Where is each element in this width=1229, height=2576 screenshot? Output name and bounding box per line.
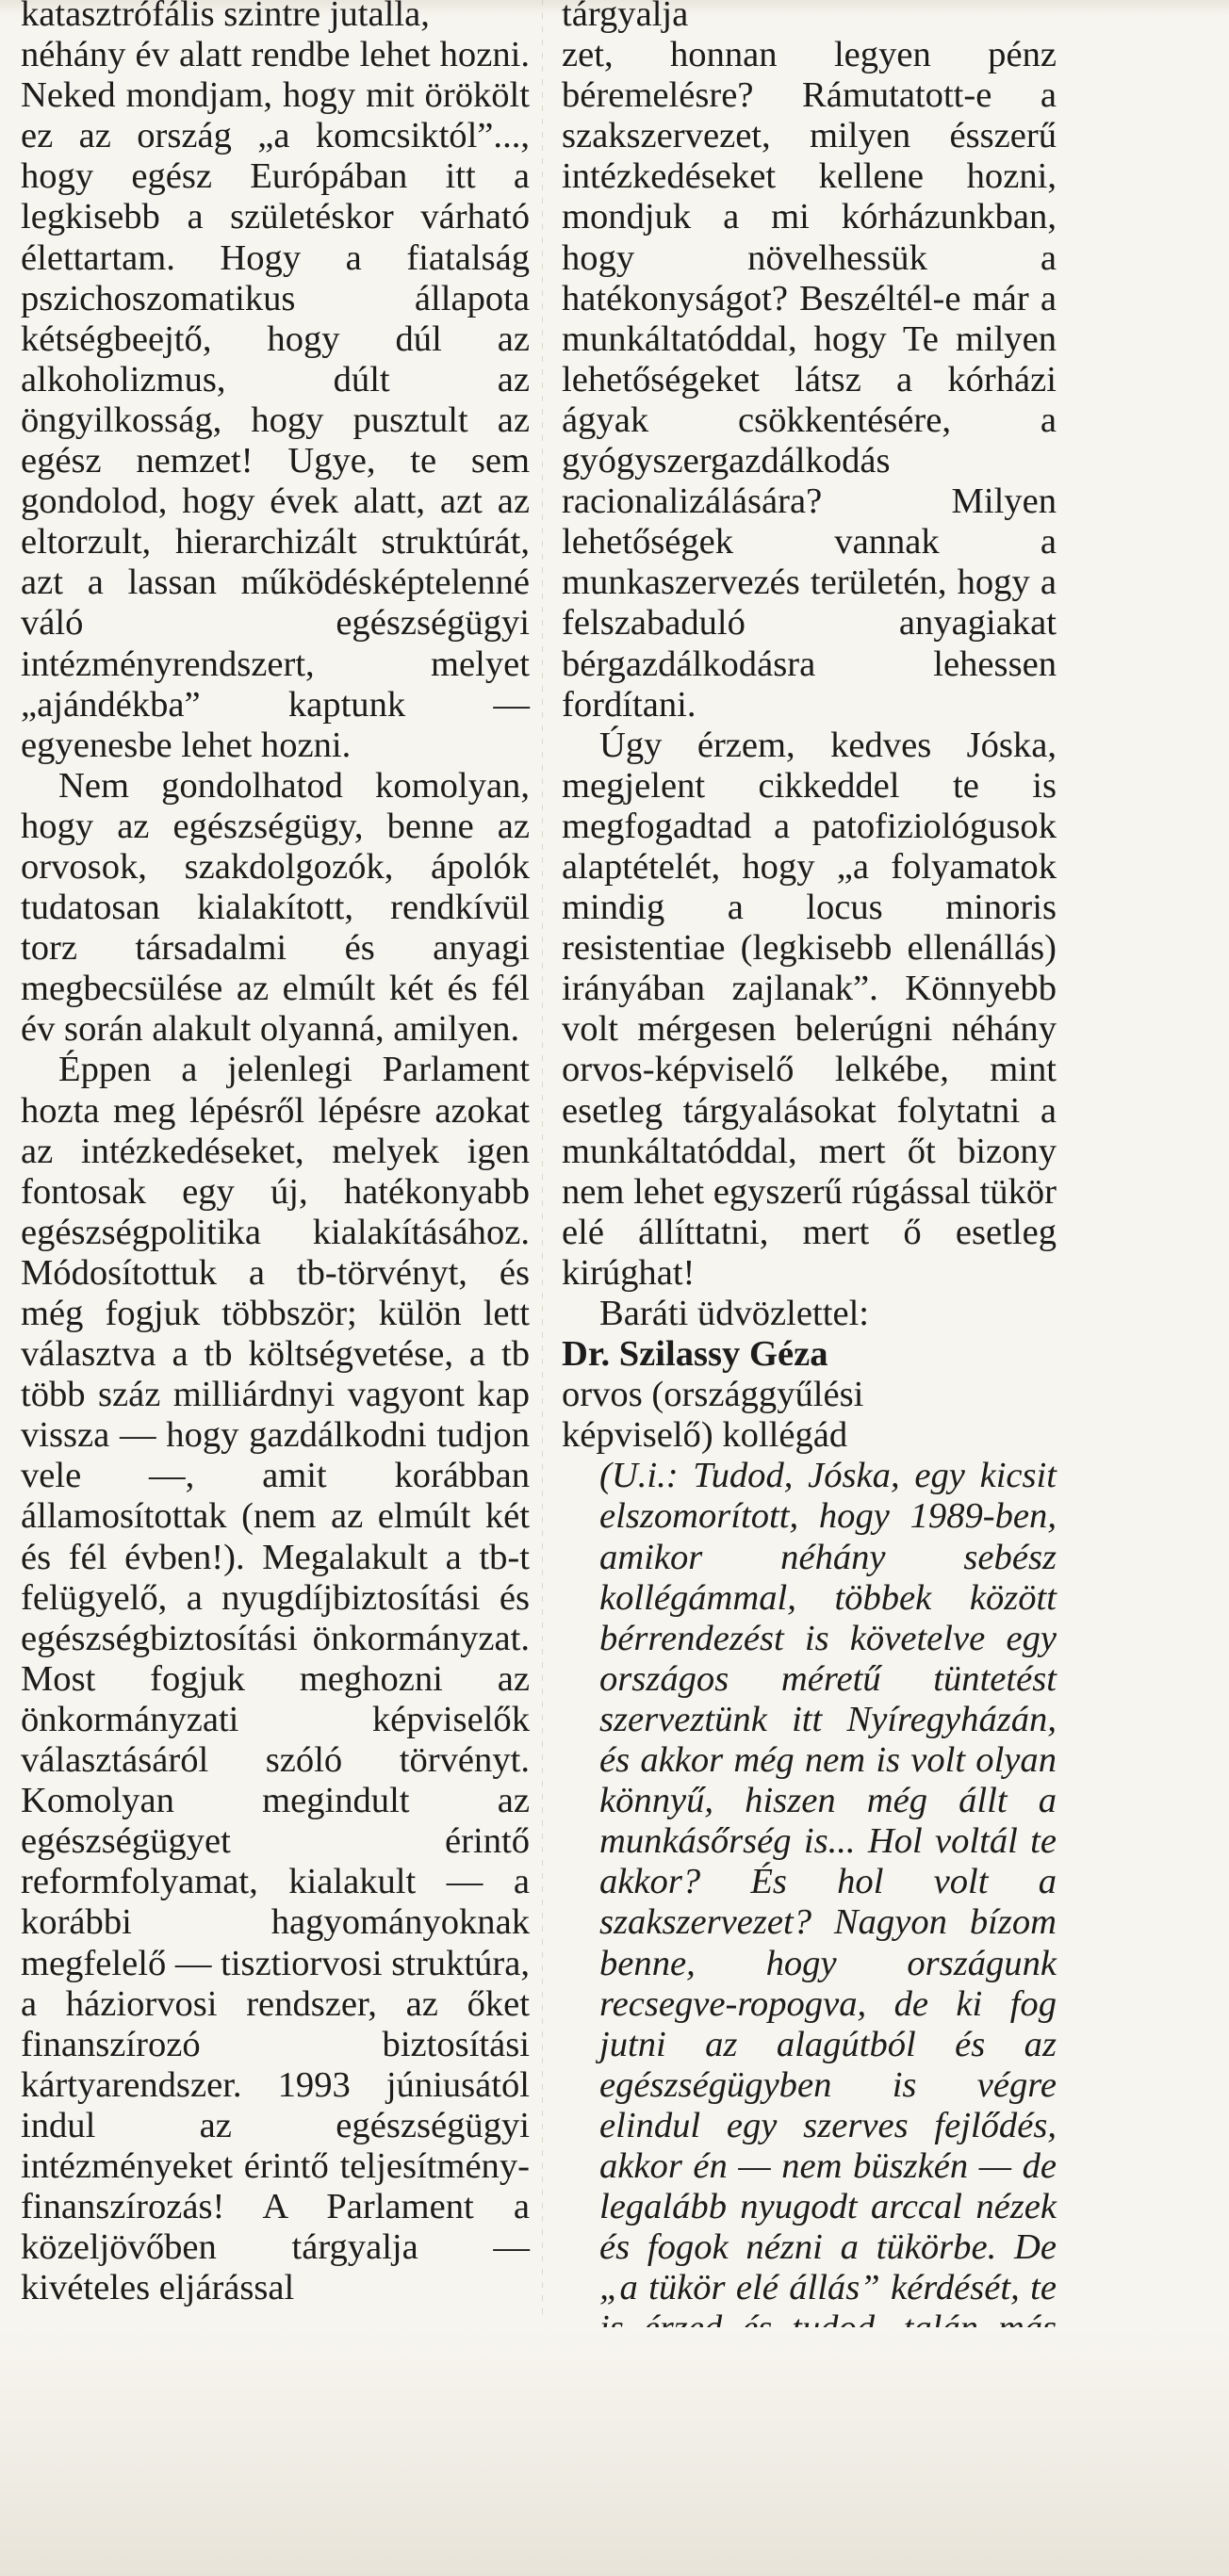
paragraph: Úgy érzem, kedves Jóska, megjelent cikkeddel te is megfogadtad a patofiziológusok alaptételét, hogy „a folyamatok mindig a locus minoris resistentiae (legkisebb ellenállás) irányában zajlanak”. Könnyebb volt mérgesen belerúgni néhány orvos-képviselő lelkébe, mint esetleg tárgyalásokat folytatni a munkáltatóddal, mert őt bizony nem lehet egyszerű rúgással tükör elé állíttatni, mert ő esetleg kirúghat!: [562, 725, 1057, 1293]
signature-role: orvos (országgyűlési: [562, 1375, 864, 1415]
signature-role: képviselő) kollégád: [562, 1415, 848, 1456]
paragraph: Nem gondolhatod komolyan, hogy az egészségügy, benne az orvosok, szakdolgozók, ápolók tudatosan kialakított, rendkívül torz társadalmi és anyagi megbecsülése az elmúlt két és fél év során alakult olyanná, amilyen.: [21, 765, 530, 1050]
cut-off-line: katasztrófális szintre jutalla,: [21, 0, 430, 34]
paragraph: néhány év alatt rendbe lehet hozni. Neked mondjam, hogy mit örökölt ez az ország „a komcsiktól”..., hogy egész Európában itt a legkisebb a születéskor várható élettartam. Hogy a fiatalság pszichoszomatikus állapota kétségbeejtő, hogy dúl az alkoholizmus, dúlt az öngyilkosság, hogy pusztult az egész nemzet! Ugye, te sem gondolod, hogy évek alatt, azt az eltorzult, hierarchizált struktúrát, azt a lassan működésképtelenné váló egészségügyi intézményrendszert, melyet „ajándékba” kaptunk — egyenesbe lehet hozni.: [21, 35, 530, 765]
postscript-block: [562, 1456, 1057, 2430]
paragraph: zet, honnan legyen pénz béremelésre? Rámutatott-e a szakszervezet, milyen ésszerű intézkedéseket kellene hozni, mondjuk a mi kórházunkban, hogy növelhessük a hatékonyságot? Beszéltél-e már a munkáltatóddal, hogy Te milyen lehetőségeket látsz a kórházi ágyak csökkentésére, a gyógyszergazdálkodás racionalizálására? Milyen lehetőségek vannak a munkaszervezés területén, hogy a felszabaduló anyagiakat bérgazdálkodásra lehessen fordítani.: [562, 35, 1057, 725]
column-divider: [542, 0, 543, 2318]
closing-salutation: Baráti üdvözlettel:: [599, 1294, 870, 1333]
cut-off-line: tárgyalja: [562, 0, 689, 34]
signature-name: Dr. Szilassy Géza: [562, 1334, 828, 1375]
left-text-column: [21, 0, 530, 2308]
postscript: (U.i.: Tudod, Jóska, egy kicsit elszomorított, hogy 1989-ben, amikor néhány sebész kollégámmal, többek között bérrendezést is követelve egy országos méretű tüntetést szerveztünk itt Nyíregyházán, és akkor még nem is volt olyan könnyű, hiszen még állt a munkásőrség is... Hol voltál te akkor? És hol volt a szakszervezet? Nagyon bízom benne, hogy országunk recsegve-ropogva, de ki fog jutni az alagútból és az egészségügyben is végre elindul egy szerves fejlődés, akkor én — nem büszkén — de legalább nyugodt arccal nézek és fogok nézni a tükörbe. De „a tükör elé állás” kérdését, te: [599, 1456, 1057, 2308]
paragraph: Éppen a jelenlegi Parlament hozta meg lépésről lépésre azokat az intézkedéseket, melyek igen fontosak egy új, hatékonyabb egészségpolitika kialakításához. Módosítottuk a tb-törvényt, és még fogjuk többször; külön lett választva a tb költségvetése, a tb több száz milliárdnyi vagyont kap vissza — hogy gazdálkodni tudjon vele —, amit korábban államosítottak (nem az elmúlt két és fél évben!). Megalakult a tb-t felügyelő, a nyugdíjbiztosítási és egészségbiztosítási önkormányzat. Most fogjuk meghozni az önkormányzati képviselők választásáról szóló törvényt. Komolyan megindult az egészségügyet érintő reformfolyamat, kialakult — a korábbi hagyományoknak megfelelő — tisztiorvosi struktúra, a háziorvosi rendszer, az őket finanszírozó biztosítási kártyarendszer. 1993 júniusától indul az egészségügyi intézményeket érintő teljesítmény-finanszírozás! A Parlament a közeljövőben tárgyalja — kivételes eljárással: [21, 1050, 530, 2308]
paper-bottom-margin: [0, 2327, 1229, 2576]
right-text-column: [562, 0, 1057, 2431]
